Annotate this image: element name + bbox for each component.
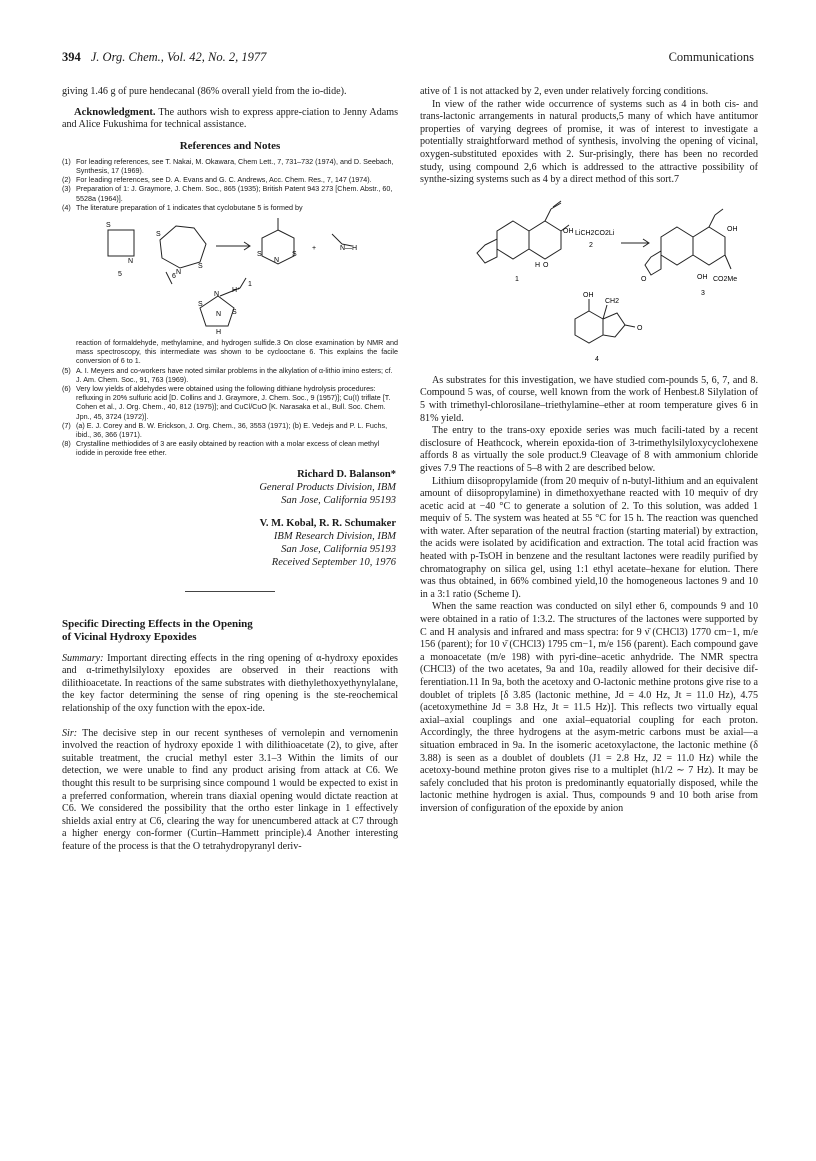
lactone-ring [645, 251, 661, 275]
reference-item [62, 421, 398, 439]
ref-number: (1) [62, 156, 71, 166]
hydroxyl-label: OH [727, 225, 738, 233]
body-paragraph: When the same reaction was conducted on silyl ether 6, compounds 9 and 10 were obtained in a ratio of 1:3.2. The structures of the lactones were supported by C and H analysis and infrared and mass spectra: for 9 ν̄ (CHCl3) 1770 cm−1, m/e 156 (parent); for 10 ν̄ (CHCl3) 1795 cm−1, m/e 156 (parent). Each compound gave a monoacetate (m/e 198) with pyri-dine–acetic anhydride. The NMR spectra (CHCl3) of the two acetates, 9a and 10a, readily allowed for their decisive dif-ferentiation.11 In 9a, both the acetoxy and O-lactonic methine protons give rise to a doublet of triplets [δ 3.85 (lactonic methine, Jd = 4.0 Hz, Jt = 11.0 Hz), 4.75 (acetoxymethine Jd = 3.8 Hz, Jt = 11.5 Hz)]. This reflects two virtually equal axial–axial couplings and one axial–equatorial coupling for each proton. Accordingly, the three hydrogens at the asym-metric carbons must be axial—a situation embraced in 9a. In the isomeric acetoxylactone, the lactonic methine (δ 3.88) is seen as a doublet of doublets (J1 = 2.8 Hz, J2 = 11.0 Hz) while the acetoxy-bound methine proton gives rise to a multiplet (h1/2 ∼ 7 Hz). It may be safely concluded that his proton is predominantly equatorially disposed, while the lactonic methine hydrogen is axial. Thus, compounds 9 and 10 both arise from inversion of configuration of the epoxide by anion [420, 601, 758, 814]
summary-label: Summary: [62, 652, 104, 664]
sir-text: The decisive step in our recent syntheses of vernolepin and vernomenin involved the reaction of hydroxy epoxide 1 with dilithioacetate (2), to give, after suitable treatment, the crucial methyl ester 3.1–3 Within the limits of our detection, we were unable to find any product arising from attack at C6. We thought this result to be surprising since compound 1 would be expected to exist in a preferred conformation, wherein trans diaxial opening would dictate reaction at C6. We considered the possibility that the ortho ester linkage in 1 effectively shields axial entry at C6, clearing the way for unencumbered attack at C7 through a higher energy con-former (Curtin–Hammett principle).4 Another interesting feature of the process is that the O tetrahydropyranyl deriv- [62, 727, 399, 852]
atom-label: N [214, 291, 220, 298]
methylamine-label: N—H [340, 245, 358, 252]
intro-paragraph: giving 1.46 g of pure hendecanal (86% overall yield from the io-dide). [62, 86, 347, 97]
ack-label: Acknowledgment. [74, 106, 156, 118]
acknowledgment [62, 107, 398, 132]
cyclohexane-ring [693, 227, 725, 265]
reference-item [62, 184, 398, 202]
author-affiliation: San Jose, California 95193 [281, 543, 396, 555]
title-line: of Vicinal Hydroxy Epoxides [62, 631, 197, 644]
hydroxyl-label: OH [697, 273, 708, 281]
methylene-label: CH2 [605, 297, 620, 305]
body-paragraph: The entry to the trans-oxy epoxide series was much facili-tated by a recent disclosure of Heathcock, wherein epoxida-tion of 3-trimethylsilyloxycyclohexene affords 8 as virtually the sole product.9 Cleavage of 8 with ammonium chloride gives 7.9 The reactions of 5–8 with 2 are described below. [420, 425, 758, 474]
body-paragraph: As substrates for this investigation, we have studied com-pounds 5, 6, 7, and 8. Compound 5 was, of course, well known from the work of Henbest.8 Silylation of 5 with trimethyl-chlorosilane–triethylamine–ether at room temperature gives 6 in 81% yield. [420, 374, 758, 424]
references-heading: References and Notes [179, 139, 281, 152]
body-paragraph [62, 728, 398, 854]
sir-label: Sir: [62, 727, 78, 739]
ref-number: (2) [62, 175, 71, 185]
atom-label: N [176, 269, 182, 276]
atom-label: S [257, 251, 262, 258]
compound-number: 6 [172, 273, 176, 280]
ref-number: (6) [62, 384, 71, 394]
ref-number: (8) [62, 439, 71, 449]
ref4-continuation: reaction of formaldehyde, methylamine, and hydrogen sulfide.3 On close examination by NMR and mass spectroscopy, this intermediate was shown to be cyclooctane 6. This explains the facile conversion of 6 to 1. [76, 338, 398, 366]
compound-number: 1 [515, 275, 519, 283]
compound-number: 2 [589, 241, 593, 249]
ref-number: (3) [62, 184, 71, 194]
body-paragraph: ative of 1 is not attacked by 2, even under relatively forcing conditions. [420, 86, 709, 97]
compound-number: 5 [118, 271, 122, 278]
atom-label: S [106, 222, 111, 229]
ester-label: CO2Me [713, 275, 738, 283]
ref-text: Preparation of 1: J. Graymore, J. Chem. Soc., 865 (1935); British Patent 943 273 [Chem. Abstr., 60, 5528a (1964)]. [76, 184, 393, 203]
ref-number: (5) [62, 365, 71, 375]
running-header [62, 50, 266, 65]
ref-text: Crystalline methiodides of 3 are easily obtained by reaction with a molar excess of clean methyl iodide in peroxide free ether. [76, 439, 380, 458]
compound-number: 4 [595, 355, 599, 363]
title-line: Specific Directing Effects in the Opening [62, 617, 253, 630]
right-column [420, 86, 758, 816]
dithiane-scheme-figure [80, 216, 380, 334]
journal-citation: J. Org. Chem., Vol. 42, No. 2, 1977 [90, 50, 267, 64]
atom-label: S [198, 263, 203, 270]
author-affiliation: IBM Research Division, IBM [273, 530, 396, 542]
body-paragraph: Lithium diisopropylamide (from 20 mequiv of n-butyl-lithium and an equivalent amount of diisopropylamine) in dimethoxyethane reacted with 10 mequiv of dry acetic acid at −40 °C to generate a solution of 2. To this solution, was added 1 mequiv of 5. The system was heated at 55 °C for 15 h. The reaction was quenched with water. After separation of the neutral fraction (starting material) by extraction, the acids were isolated by acidification and extraction. The total acid fraction was heated with p-TsOH in benzene and the resultant lactones were readily purified by chromatography on silica gel, using 1:1 ethyl acetate–hexane for elution. There was thus obtained, in 66% combined yield,10 the homogeneous lactones 9 and 10 in a 3:1 ratio (Scheme I). [420, 475, 758, 600]
ref-text: (a) E. J. Corey and B. W. Erickson, J. Org. Chem., 36, 3553 (1971); (b) E. Vedejs and P. L. Fuchs, ibid., 36, 366 (1971). [76, 420, 388, 440]
author-affiliation: General Products Division, IBM [259, 481, 396, 493]
reference-item [62, 384, 398, 421]
atom-label: H [535, 261, 541, 269]
author-name: Richard D. Balanson* [297, 468, 396, 480]
page-number: 394 [62, 50, 81, 64]
proton-label: H⁺ [232, 287, 241, 294]
atom-label: O [641, 275, 647, 283]
body-paragraph: In view of the rather wide occurrence of systems such as 4 in both cis- and trans-lactonic arrangements in natural products,5 many of which have antitumor properties of varying degrees of promise, it was of interest to investigate a potentially straightforward method of synthesis, involving the opening of vicinal, oxygen-substituted epoxides with 2. Sur-prisingly, there has been no recorded study, using compound 2,6 which is addressed to the attractive possibility of synthe-sizing systems such as 4 by a direct method of this sort.7 [420, 98, 758, 186]
ref-text: For leading references, see D. A. Evans and G. C. Andrews, Acc. Chem. Res., 7, 147 (1974). [76, 175, 372, 185]
reagent-label: LiCH2CO2Li [575, 229, 615, 237]
reference-item [62, 157, 398, 175]
atom-label: N [216, 311, 222, 318]
reference-item [62, 366, 398, 384]
cyclohexane-ring [497, 221, 529, 259]
ref-text: The literature preparation of 1 indicates that cyclobutane 5 is formed by [76, 202, 303, 212]
atom-label: N [128, 258, 134, 265]
cyclohexane-ring [575, 311, 603, 343]
cyclooctane-ring [160, 226, 206, 268]
reference-item [62, 175, 398, 184]
cyclohexane-ring [529, 221, 561, 259]
atom-label: N [274, 257, 280, 264]
compound-number: 1 [248, 281, 252, 288]
section-label: Communications [668, 50, 754, 64]
left-column [62, 86, 398, 854]
author-name: V. M. Kobal, R. R. Schumaker [259, 517, 396, 529]
reference-item [62, 439, 398, 457]
received-date: Received September 10, 1976 [271, 556, 396, 568]
lactone-ring [603, 313, 625, 337]
section-divider [185, 591, 275, 592]
atom-label: O [543, 261, 549, 269]
ref-text: For leading references, see T. Nakai, M. Okawara, Chem Lett., 7, 731–732 (1974), and D. Seebach, Synthesis, 17 (1969). [76, 156, 394, 175]
ref-text: A. I. Meyers and co-workers have noted similar problems in the alkylation of α-lithio imino esters; cf. J. Am. Chem. Soc., 91, 763 (1969). [76, 365, 393, 384]
article-title [62, 618, 398, 645]
summary-paragraph [62, 653, 398, 716]
atom-label: S [232, 309, 237, 316]
epoxide-scheme-figure [439, 191, 739, 371]
atom-label: H [216, 329, 222, 334]
atom-label: S [156, 231, 161, 238]
plus-sign: + [312, 245, 317, 252]
ref-number: (7) [62, 420, 71, 430]
author-affiliation: San Jose, California 95193 [281, 494, 396, 506]
ref-number: (4) [62, 202, 71, 212]
compound-number: 3 [701, 289, 705, 297]
atom-label: O [637, 324, 643, 332]
ack-text: The authors wish to express appre-ciation to Jenny Adams and Alice Fukushima for technical assistance. [62, 106, 399, 131]
hydroxyl-label: OH [563, 227, 574, 235]
reference-item [62, 203, 398, 212]
ref-text: Very low yields of aldehydes were obtained using the following dithiane hydrolysis procedures: refluxing in 20% sulfuric acid [D. Collins and J. Graymore, J. Chem. Soc., 9 (1957)]; Cu(I) triflate [T. Cohen et al., J. Org. Chem., 40, 812 (1975)]; and CuCl/CuO [K. Narasaka et al., Bull. Soc. Chem. Jpn., 45, 3724 (1972)]. [76, 384, 391, 421]
thietane-ring [108, 230, 134, 256]
summary-text: Important directing effects in the ring opening of α-hydroxy epoxides and α-trimethylsilyloxy epoxides are observed in their reactions with dilithioacetate. In reactions of the same substrates with diethylethoxyethynylalane, the key factor determining the sense of ring opening is the ste-reochemical relationship of the oxy function with the epox-ide. [62, 652, 398, 715]
hydroxyl-label: OH [583, 291, 594, 299]
atom-label: S [292, 251, 297, 258]
cyclohexane-ring [661, 227, 693, 265]
atom-label: S [198, 301, 203, 308]
dioxolane-ring [477, 239, 497, 263]
